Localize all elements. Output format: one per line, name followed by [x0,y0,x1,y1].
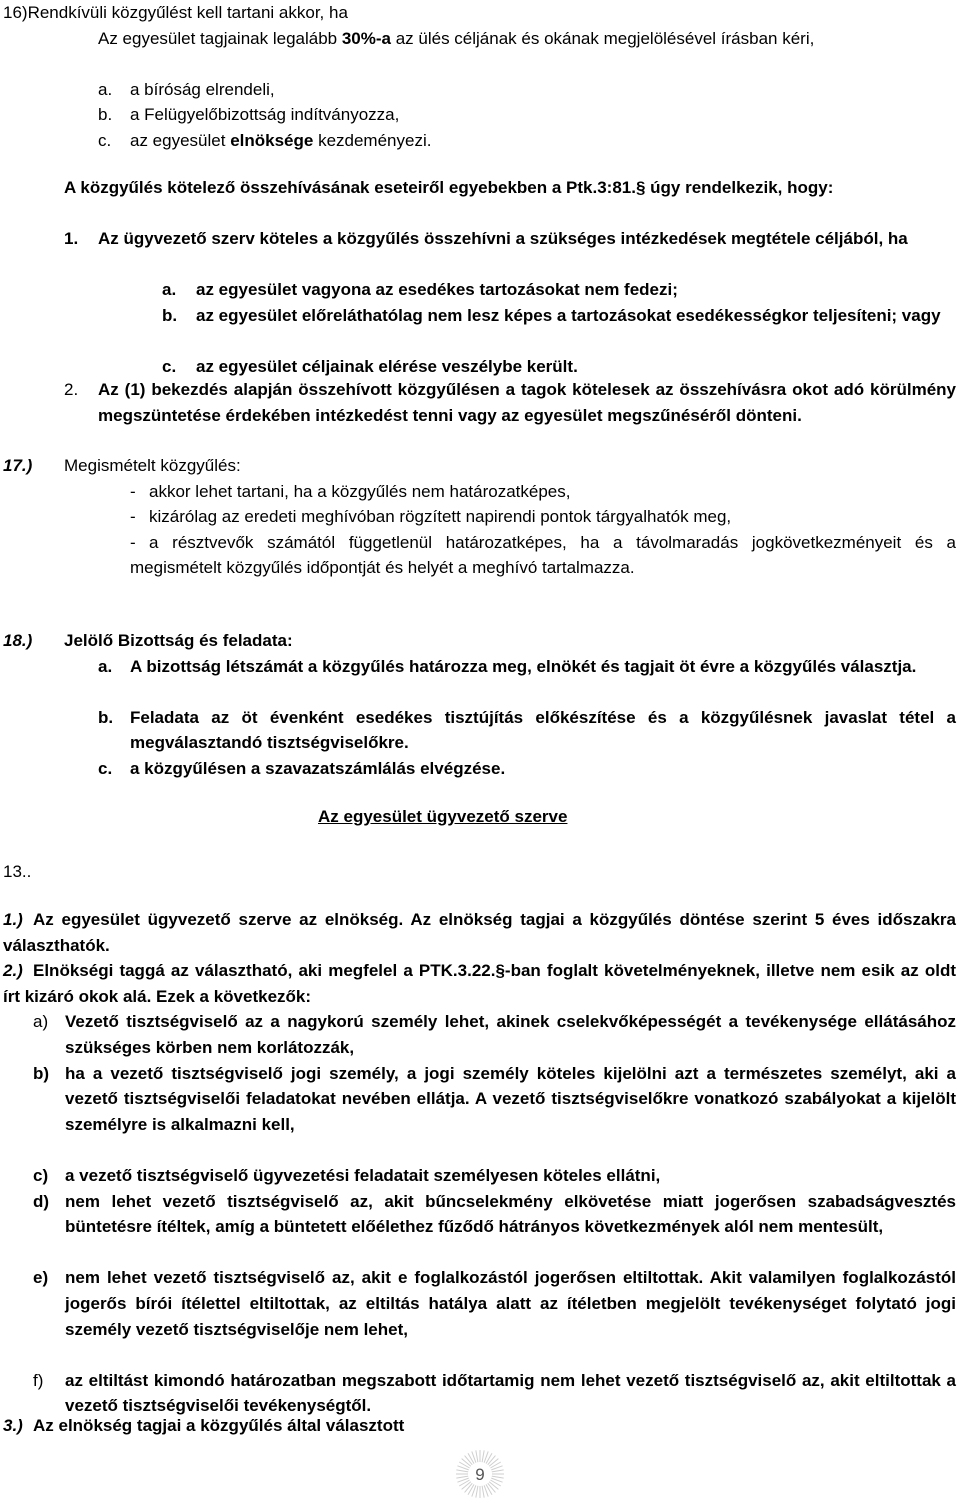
sunburst-ray [462,1482,471,1490]
sunburst-ray [456,1476,468,1478]
dash-bullet: - [130,481,136,501]
item-text: a vezető tisztségviselő ügyvezetési feladatait személyesen köteles ellátni, [65,1166,661,1185]
section-heading: Megismételt közgyűlés: [64,456,241,475]
item-label: d) [33,1191,50,1211]
item-text [98,128,956,154]
sunburst-ray [456,1470,468,1472]
item-text: Feladata az öt évenként esedékes tisztújítás előkészítése és a közgyűlésnek javaslat tétel a megválasztandó tisztségviselőkre. [130,707,956,753]
item-text-post: kezdeményezi. [313,131,432,150]
section-number-13 [3,859,956,885]
rule-text: Az ügyvezető szerv köteles a közgyűlés összehívni a szükséges intézkedések megtétele céljából, ha [98,229,908,248]
section-16-heading-text: 16)Rendkívüli közgyűlést kell tartani akkor, ha [3,3,348,22]
item-label: c) [33,1166,49,1185]
sunburst-ray [465,1483,473,1492]
s13-item-b [33,1061,956,1138]
section-17-item-1 [130,479,956,505]
paragraph-text: Elnökségi taggá az választható, aki megfelel a PTK.3.22.§-ban foglalt követelményeknek, illetve nem esik az oldt írt kizáró okok alá. Ezek a következők: [3,961,956,1006]
item-text: a Felügyelőbizottság indítványozza, [130,105,400,125]
section-number: 17.) [3,456,33,475]
rule-2 [64,377,956,428]
sunburst-ray [476,1486,478,1498]
section-16-item-b [98,102,956,128]
paragraph-number: 2.) [3,961,23,981]
item-label: a. [98,79,113,99]
sunburst-ray [482,1486,484,1498]
s13-item-e [33,1265,956,1342]
section-16-intro [98,26,956,52]
section-16-intro-text [98,26,956,52]
item-text: akkor lehet tartani, ha a közgyűlés nem határozatképes, [149,481,571,501]
section-16-heading [3,0,956,26]
section-18-item-c [98,756,956,782]
rule-label: 2. [64,380,79,399]
section-17-item-2 [130,504,956,530]
item-text: A bizottság létszámát a közgyűlés határozza meg, elnökét és tagjait öt évre a közgyűlés választja. [130,656,917,676]
ptk-intro-text: A közgyűlés kötelező összehívásának eseteiről egyebekben a Ptk.3:81.§ úgy rendelkezik, hogy: [64,178,834,197]
section-16-item-c [98,128,956,154]
rule-1-item-c [162,354,956,380]
item-text: az egyesület előreláthatólag nem lesz képes a tartozásokat esedékességkor teljesíteni; vagy [196,305,941,325]
item-text: nem lehet vezető tisztségviselő az, akit e foglalkozástól jogerősen eltiltottak. Akit valamilyen foglalkozástól jogerős bírói ítélettel eltiltottak, az eltiltás hatálya alatt az ítéletben megjelölt tevékenységet folytató jogi személy vezető tisztségviselője nem lehet, [65,1268,956,1339]
s13-paragraph-1 [3,907,956,958]
sunburst-ray [465,1456,473,1465]
item-label: b. [162,305,178,325]
section-number: 18.) [3,631,33,650]
rule-1-item-b [162,303,956,329]
sunburst-ray [482,1450,484,1462]
s13-item-c [33,1163,956,1189]
item-text: kizárólag az eredeti meghívóban rögzített napirendi pontok tárgyalhatók meg, [149,507,732,527]
item-text-pre: az egyesület [130,131,231,150]
rule-text: Az (1) bekezdés alapján összehívott közgyűlésen a tagok kötelesek az összehívásra okot adó körülmény megszüntetése érdekében intézkedést tenni vagy az egyesület megszűnéséről dönteni. [98,380,956,425]
paragraph-number: 3.) [3,1416,23,1435]
sunburst-ray [489,1482,498,1490]
item-label: a. [162,280,177,299]
section-title: Az egyesület ügyvezető szerve [318,807,568,826]
section-18-item-a [98,654,956,680]
paragraph-text: Az elnökség tagjai a közgyűlés által választott [33,1416,405,1435]
item-text: Vezető tisztségviselő az a nagykorú személy lehet, akinek cselekvőképességét a tevékenysége ellátásához szükséges körben nem korlátozzák, [65,1012,956,1057]
section-number-text: 13.. [3,862,32,881]
sunburst-ray [492,1470,504,1472]
item-text: a bíróság elrendeli, [130,79,275,99]
paragraph-text: Az egyesület ügyvezető szerve az elnökség. Az elnökség tagjai a közgyűlés döntése szerint 5 éves időszakra választhatók. [3,910,956,955]
ptk-intro [64,175,956,201]
item-label: e) [33,1268,49,1288]
section-16-item-a [98,77,956,103]
item-text: az egyesület vagyona az esedékes tartozásokat nem fedezi; [196,280,678,299]
item-label: c. [162,356,177,376]
section-heading: Jelölő Bizottság és feladata: [64,631,293,650]
section-17 [3,453,956,479]
sunburst-ray [489,1459,498,1467]
item-text: nem lehet vezető tisztségviselő az, akit bűncselekmény elkövetése miatt jogerősen szabadságvesztés büntetésre ítéltek, amíg a büntetett előélethez fűződő hátrányos következmények alól nem mentesült, [65,1191,956,1237]
section-18-item-b [98,705,956,756]
item-label: b. [98,105,113,125]
item-text: ha a vezető tisztségviselő jogi személy, a jogi személy köteles kijelölni azt a természetes személyt, aki a vezető tisztségviselői feladatokat nevében ellátja. A vezető tisztségviselőkre vonatkozó szabályokat a kijelölt személyre is alkalmazni kell, [65,1063,956,1134]
s13-item-a [33,1009,956,1060]
item-label: a. [98,656,113,676]
item-label: c. [98,759,113,778]
item-label: b. [98,707,114,727]
sunburst-ray [476,1450,478,1462]
sunburst-ray [488,1483,496,1492]
s13-item-f [33,1368,956,1419]
sunburst-ray [492,1476,504,1478]
sunburst-ray [462,1459,471,1467]
item-text: az egyesület céljainak elérése veszélybe került. [196,356,578,376]
intro-part-2: az ülés céljának és okának megjelölésével írásban kéri, [390,28,815,48]
rule-1 [64,226,956,252]
page-number-badge [443,1440,517,1500]
item-text: a résztvevők számától függetlenül határozatképes, ha a távolmaradás jogkövetkezményeit és a megismételt közgyűlés időpontját és helyét a meghívó tartalmazza. [130,532,956,578]
item-label: b) [33,1063,50,1083]
item-label: c. [98,131,112,150]
s13-item-d [33,1189,956,1240]
intro-part-1: Az egyesület tagjainak legalább [98,28,342,48]
item-text: a közgyűlésen a szavazatszámlálás elvégzése. [130,759,506,778]
dash-bullet: - [130,507,136,527]
page-number: 9 [475,1465,485,1484]
item-label: a) [33,1012,49,1032]
rule-1-item-a [162,277,956,303]
item-label: f) [33,1370,44,1390]
paragraph-number: 1.) [3,910,23,929]
dash-bullet: - [130,532,136,552]
s13-paragraph-2 [3,958,956,1009]
s13-paragraph-3 [3,1413,956,1439]
rule-label: 1. [64,229,79,248]
section-17-item-3 [130,530,956,581]
sunburst-ray [488,1456,496,1465]
intro-percentage: 30%-a [341,28,391,48]
item-text-bold: elnöksége [230,131,314,150]
section-18 [3,628,956,654]
item-text: az eltiltást kimondó határozatban megszabott időtartamig nem lehet vezető tisztségviselő az, akit eltiltottak a vezető tisztségviselői tevékenységtől. [65,1370,956,1416]
